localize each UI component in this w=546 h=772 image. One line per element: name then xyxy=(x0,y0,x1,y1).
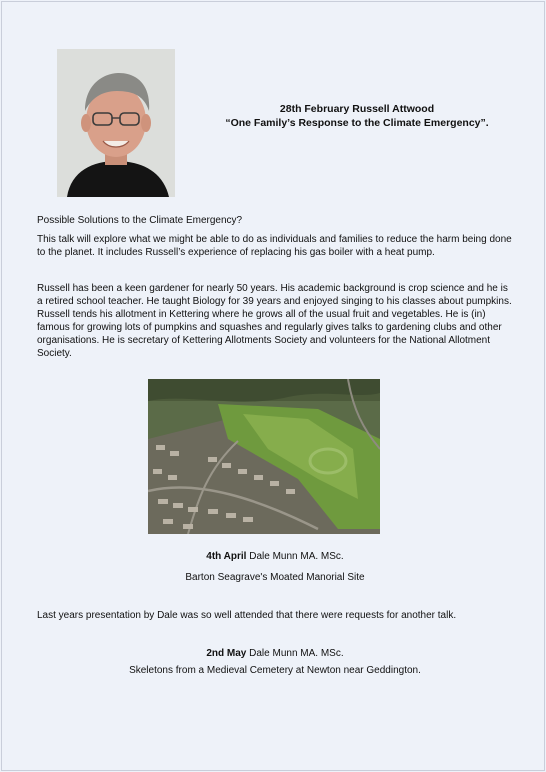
event-title: “One Family’s Response to the Climate Emergency”. xyxy=(225,117,489,129)
event-speaker: Dale Munn MA. MSc. xyxy=(246,551,344,562)
event-date-speaker: 28th February Russell Attwood xyxy=(279,103,435,115)
event-title-april: Barton Seagrave's Moated Manorial Site xyxy=(185,572,365,583)
talk-description: This talk will explore what we might be able to do as individuals and families to reduce the harm being done to the planet. It includes Russell’s experience of replacing his gas boiler with a heat pump. xyxy=(37,234,512,258)
speaker-biography: Russell has been a keen gardener for nearly 50 years. His academic background is crop science and he is a retired school teacher. He taught Biology for 39 years and enjoyed singing to his classes about pumpkins. Russell tends his allotment in Kettering where he grows all of the usual fruit and vegetables. He is (in) famous for growing lots of pumpkins and squashes and regularly gives talks to gardening clubs and other organisations. He is secretary of Kettering Allotments Society and volunteers for the National Allotment Society. xyxy=(37,283,512,359)
event-header-april xyxy=(2,550,546,563)
aerial-photo-moated-site xyxy=(148,379,380,534)
event-title-may: Skeletons from a Medieval Cemetery at Newton near Geddington. xyxy=(129,665,421,676)
event-note: Last years presentation by Dale was so well attended that there were requests for another talk. xyxy=(37,610,457,621)
event-date: 4th April xyxy=(206,551,247,562)
speaker-portrait-photo xyxy=(57,49,175,197)
event-header-february xyxy=(192,102,522,130)
event-speaker: Dale Munn MA. MSc. xyxy=(246,648,344,659)
newsletter-page xyxy=(1,1,545,771)
event-header-may xyxy=(2,647,546,660)
intro-question: Possible Solutions to the Climate Emergency? xyxy=(37,215,243,226)
event-date: 2nd May xyxy=(206,648,247,659)
